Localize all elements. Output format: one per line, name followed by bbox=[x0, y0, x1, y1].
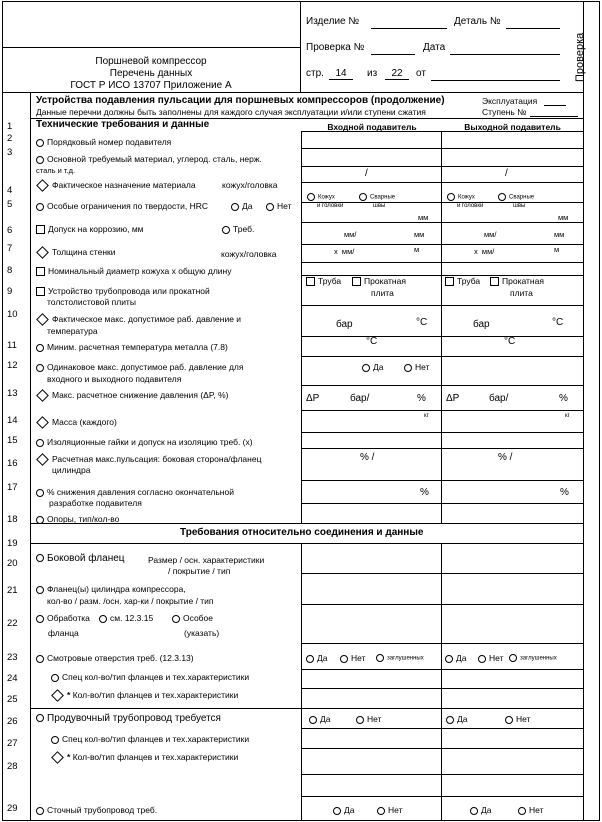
radio-icon[interactable] bbox=[309, 716, 317, 724]
in-dp-bar: бар/ bbox=[350, 393, 370, 404]
checkbox-icon[interactable] bbox=[445, 277, 454, 286]
radio-icon[interactable] bbox=[307, 193, 315, 201]
row-number: 3 bbox=[7, 147, 13, 158]
in-opt-shell[interactable]: Кожух bbox=[307, 193, 335, 201]
grid-line bbox=[301, 643, 583, 644]
row-10-label-cont: температура bbox=[47, 326, 98, 336]
radio-icon[interactable] bbox=[36, 439, 44, 447]
row-8-label: Номинальный диаметр кожуха х общую длину bbox=[36, 266, 232, 276]
row-number: 1 bbox=[7, 121, 13, 132]
in-inspection-yes[interactable]: Да bbox=[306, 653, 327, 663]
grid-line bbox=[301, 385, 583, 386]
in-inspection-no[interactable]: Нет bbox=[340, 653, 365, 663]
out-plate-2: плита bbox=[510, 288, 533, 298]
in-purge-yes[interactable]: Да bbox=[309, 714, 330, 724]
machining-label: Обработка bbox=[36, 613, 90, 623]
checkbox-icon[interactable] bbox=[36, 287, 45, 296]
out-reduction-pct: % bbox=[560, 487, 569, 498]
grid-line bbox=[30, 708, 583, 709]
corrosion-required[interactable]: Треб. bbox=[222, 224, 254, 234]
out-inspection-no[interactable]: Нет bbox=[478, 653, 503, 663]
machining-opt2[interactable]: Особое bbox=[172, 613, 213, 623]
row-number: 18 bbox=[7, 514, 18, 525]
radio-icon[interactable] bbox=[470, 807, 478, 815]
out-purge-no[interactable]: Нет bbox=[505, 714, 530, 724]
grid-line bbox=[301, 480, 583, 481]
row-number: 10 bbox=[7, 309, 18, 320]
row-number: 26 bbox=[7, 716, 18, 727]
grid-line bbox=[301, 503, 583, 504]
row-number: 7 bbox=[7, 243, 13, 254]
diam-unit-out: м bbox=[554, 245, 560, 254]
row-15-label: Изоляционные гайки и допуск на изоляцию треб. (х) bbox=[36, 437, 253, 447]
radio-icon[interactable] bbox=[518, 807, 526, 815]
out-inspection-yes[interactable]: Да bbox=[445, 653, 466, 663]
row-number: 13 bbox=[7, 388, 18, 399]
row-3-label-cont: сталь и т.д. bbox=[36, 166, 76, 175]
in-plate-2: плита bbox=[371, 288, 394, 298]
purge-qty-label: * Кол-во/тип фланцев и тех.характеристики bbox=[51, 752, 238, 762]
side-flange-cont: / покрытие / тип bbox=[168, 566, 231, 576]
frame-bottom bbox=[2, 820, 600, 821]
row-7-label: Толщина стенки bbox=[36, 247, 116, 257]
row-number: 15 bbox=[7, 435, 18, 446]
inlet-outlet-divider-2 bbox=[441, 543, 442, 820]
stage-label: Ступень № bbox=[482, 107, 527, 117]
material-slash-in: / bbox=[365, 168, 368, 179]
in-drain-yes[interactable]: Да bbox=[333, 805, 354, 815]
in-pipe[interactable]: Труба bbox=[306, 276, 341, 286]
out-inspection-plug[interactable]: заглушенных bbox=[509, 654, 557, 662]
diamond-icon bbox=[36, 389, 49, 402]
doc-title-1: Поршневой компрессор bbox=[95, 56, 207, 67]
in-drain-no[interactable]: Нет bbox=[377, 805, 402, 815]
grid-line bbox=[301, 688, 583, 689]
stage-field[interactable] bbox=[530, 116, 578, 117]
number-column-divider bbox=[30, 92, 31, 820]
grid-line bbox=[301, 748, 583, 749]
in-plate[interactable]: Прокатная bbox=[352, 276, 406, 286]
row-number: 8 bbox=[7, 265, 13, 276]
row-number: 2 bbox=[7, 133, 13, 144]
out-bar: бар bbox=[473, 319, 490, 330]
grid-line bbox=[301, 148, 583, 149]
row-number: 14 bbox=[7, 415, 18, 426]
radio-icon[interactable] bbox=[172, 615, 180, 623]
hardness-yes[interactable]: Да bbox=[231, 201, 252, 211]
check-column-divider bbox=[583, 1, 584, 820]
doc-title-3: ГОСТ Р ИСО 13707 Приложение А bbox=[70, 80, 232, 91]
out-dp-bar: бар/ bbox=[489, 393, 509, 404]
out-opt-shell[interactable]: Кожух bbox=[447, 193, 475, 201]
checkbox-icon[interactable] bbox=[352, 277, 361, 286]
diamond-icon bbox=[36, 246, 49, 259]
row-12-label-cont: входного и выходного подавителя bbox=[47, 374, 182, 384]
radio-icon[interactable] bbox=[266, 203, 274, 211]
side-flange-label: Боковой фланец bbox=[36, 553, 125, 564]
grid-line bbox=[301, 305, 583, 306]
check-vertical-label: Проверка bbox=[574, 32, 586, 82]
diamond-icon bbox=[36, 453, 49, 466]
radio-icon[interactable] bbox=[51, 736, 59, 744]
row-number: 11 bbox=[7, 340, 17, 351]
radio-icon[interactable] bbox=[509, 654, 517, 662]
in-dp: ΔP bbox=[306, 393, 320, 404]
row-number: 23 bbox=[7, 652, 18, 663]
radio-icon[interactable] bbox=[36, 615, 44, 623]
row-6-label: Допуск на коррозию, мм bbox=[36, 224, 144, 234]
row-12-label: Одинаковое макс. допустимое раб. давление для bbox=[36, 362, 243, 372]
radio-icon[interactable] bbox=[36, 139, 44, 147]
diamond-icon bbox=[51, 689, 64, 702]
out-mass-unit: кг bbox=[565, 413, 570, 419]
row-number: 6 bbox=[7, 225, 13, 236]
machining-specify: (указать) bbox=[184, 628, 220, 638]
inlet-column-left bbox=[301, 131, 302, 523]
col-inlet: Входной подавитель bbox=[327, 122, 417, 132]
page-number: 14 bbox=[329, 68, 353, 80]
drain-label: Сточный трубопровод треб. bbox=[36, 805, 157, 815]
same-pressure-no[interactable]: Нет bbox=[404, 362, 429, 372]
out-pulsation: % / bbox=[498, 452, 513, 463]
row-9-label: Устройство трубопровода или прокатной bbox=[36, 286, 210, 296]
insp-spec-label: Спец кол-во/тип фланцев и тех.характеристики bbox=[51, 672, 249, 682]
wall-unit-in-1: мм/ bbox=[344, 230, 357, 239]
machining-opt1[interactable]: см. 12.3.15 bbox=[99, 613, 153, 623]
grid-line bbox=[301, 573, 583, 574]
diamond-icon bbox=[36, 179, 49, 192]
header-bottom bbox=[2, 92, 583, 93]
in-min-degc: °C bbox=[366, 336, 378, 347]
row-16-label: Расчетная макс.пульсация: боковая сторона/фланец bbox=[36, 454, 261, 464]
date-field[interactable] bbox=[450, 54, 560, 55]
frame-right bbox=[599, 1, 600, 820]
diamond-icon bbox=[36, 313, 49, 326]
row-17-label-cont: разработке подавителя bbox=[49, 498, 142, 508]
row-14-label: Масса (каждого) bbox=[36, 417, 117, 427]
out-opt-welds-2: швы bbox=[513, 203, 526, 209]
radio-icon[interactable] bbox=[446, 716, 454, 724]
out-dp: ΔP bbox=[446, 393, 460, 404]
grid-line bbox=[301, 356, 583, 357]
from-field[interactable] bbox=[431, 80, 560, 81]
radio-icon[interactable] bbox=[36, 516, 44, 524]
hardness-no[interactable]: Нет bbox=[266, 201, 291, 211]
in-degc: °C bbox=[416, 317, 428, 328]
radio-icon[interactable] bbox=[36, 489, 44, 497]
radio-icon[interactable] bbox=[359, 193, 367, 201]
in-purge-no[interactable]: Нет bbox=[356, 714, 381, 724]
grid-line bbox=[301, 131, 583, 132]
in-reduction-pct: % bbox=[420, 487, 429, 498]
row-number: 5 bbox=[7, 199, 13, 210]
cyl-flange-cont: кол-во / разм. /осн. хар-ки / покрытие / тип bbox=[47, 596, 214, 606]
grid-line bbox=[301, 448, 583, 449]
radio-icon[interactable] bbox=[36, 714, 44, 722]
wall-unit-out-1: мм/ bbox=[484, 230, 497, 239]
row-4-label: Фактическое назначение материала bbox=[36, 180, 196, 190]
in-opt-shell-2: и головки bbox=[317, 203, 344, 209]
radio-icon[interactable] bbox=[447, 193, 455, 201]
same-pressure-yes[interactable]: Да bbox=[362, 362, 383, 372]
grid-line bbox=[301, 182, 583, 183]
operation-label: Эксплуатация bbox=[482, 96, 538, 106]
row-10-label: Фактическое макс. допустимое раб. давление и bbox=[36, 314, 241, 324]
grid-line bbox=[301, 166, 583, 167]
radio-icon[interactable] bbox=[36, 655, 44, 663]
diam-x-out: х мм/ bbox=[474, 247, 495, 256]
cyl-flange-label: Фланец(ы) цилиндра компрессора, bbox=[36, 584, 186, 594]
inlet-column-left-2 bbox=[301, 543, 302, 820]
row-5-label: Особые ограничения по твердости, HRC bbox=[36, 201, 208, 211]
row-3-label: Основной требуемый материал, углерод. сталь, нерж. bbox=[36, 154, 262, 164]
insp-qty-label: * Кол-во/тип фланцев и тех.характеристики bbox=[51, 690, 238, 700]
out-degc: °C bbox=[552, 317, 564, 328]
item-label: Изделие № bbox=[306, 16, 360, 27]
row-number: 17 bbox=[7, 482, 18, 493]
in-mass-unit: кг bbox=[424, 413, 429, 419]
grid-line bbox=[301, 728, 583, 729]
grid-line bbox=[301, 336, 583, 337]
row-number: 20 bbox=[7, 558, 18, 569]
row-1-label: Порядковый номер подавителя bbox=[36, 137, 171, 147]
radio-icon[interactable] bbox=[36, 364, 44, 372]
wall-unit-out-2: мм bbox=[554, 230, 565, 239]
radio-icon[interactable] bbox=[505, 716, 513, 724]
inspection-label: Смотровые отверстия треб. (12.3.13) bbox=[36, 653, 194, 663]
row-number: 25 bbox=[7, 694, 18, 705]
row-4-right: кожух/головка bbox=[222, 180, 278, 190]
checkbox-icon[interactable] bbox=[36, 225, 45, 234]
check-field[interactable] bbox=[371, 54, 415, 55]
machining-cont: фланца bbox=[48, 628, 79, 638]
section1-note: Данные перечни должны быть заполнены для каждого случая эксплуатации и/или ступени сжатия bbox=[36, 107, 426, 117]
radio-icon[interactable] bbox=[333, 807, 341, 815]
doc-title-2: Перечень данных bbox=[109, 68, 193, 79]
out-pipe[interactable]: Труба bbox=[445, 276, 480, 286]
in-inspection-plug[interactable]: заглушенных bbox=[376, 654, 424, 662]
row-number: 16 bbox=[7, 458, 18, 469]
row-16-label-cont: цилиндра bbox=[52, 465, 91, 475]
frame-left bbox=[2, 1, 3, 820]
row-number: 19 bbox=[7, 538, 18, 549]
radio-icon[interactable] bbox=[478, 655, 486, 663]
radio-icon[interactable] bbox=[36, 554, 44, 562]
in-opt-welds[interactable]: Сварные bbox=[359, 193, 395, 201]
radio-icon[interactable] bbox=[99, 615, 107, 623]
page-total: 22 bbox=[385, 68, 409, 80]
row-number: 28 bbox=[7, 761, 18, 772]
row-9-label-cont: толстолистовой плиты bbox=[47, 297, 136, 307]
out-drain-no[interactable]: Нет bbox=[518, 805, 543, 815]
radio-icon[interactable] bbox=[356, 716, 364, 724]
purge-spec-label: Спец кол-во/тип фланцев и тех.характеристики bbox=[51, 734, 249, 744]
row-number: 9 bbox=[7, 286, 13, 297]
grid-line bbox=[301, 222, 583, 223]
detail-field[interactable] bbox=[506, 28, 560, 29]
material-slash-out: / bbox=[505, 168, 508, 179]
diamond-icon bbox=[51, 751, 64, 764]
radio-icon[interactable] bbox=[377, 807, 385, 815]
wall-unit-in-2: мм bbox=[414, 230, 425, 239]
out-min-degc: °C bbox=[504, 336, 516, 347]
grid-line bbox=[301, 774, 583, 775]
radio-icon[interactable] bbox=[36, 807, 44, 815]
grid-line bbox=[301, 432, 583, 433]
side-flange-right: Размер / осн. характеристики bbox=[148, 555, 265, 565]
radio-icon[interactable] bbox=[36, 203, 44, 211]
item-field[interactable] bbox=[371, 28, 447, 29]
header-divider bbox=[300, 1, 301, 92]
section2-header-line bbox=[30, 543, 583, 544]
row-13-label: Макс. расчетное снижение давления (ΔP, %) bbox=[36, 390, 229, 400]
out-purge-yes[interactable]: Да bbox=[446, 714, 467, 724]
radio-icon[interactable] bbox=[445, 655, 453, 663]
checkbox-icon[interactable] bbox=[490, 277, 499, 286]
grid-line bbox=[301, 410, 583, 411]
header-hline bbox=[2, 47, 300, 48]
row-7-right: кожух/головка bbox=[221, 249, 277, 259]
in-bar: бар bbox=[336, 319, 353, 330]
in-opt-welds-2: швы bbox=[373, 203, 386, 209]
row-17-label: % снижения давления согласно окончательной bbox=[36, 487, 234, 497]
out-plate[interactable]: Прокатная bbox=[490, 276, 544, 286]
detail-label: Деталь № bbox=[454, 16, 501, 27]
row-number: 21 bbox=[7, 585, 18, 596]
grid-line bbox=[301, 604, 583, 605]
radio-icon[interactable] bbox=[306, 655, 314, 663]
check-label: Проверка № bbox=[306, 42, 365, 53]
col-outlet: Выходной подавитель bbox=[464, 122, 561, 132]
row-number: 12 bbox=[7, 360, 18, 371]
out-drain-yes[interactable]: Да bbox=[470, 805, 491, 815]
corrosion-unit-out: мм bbox=[558, 213, 569, 222]
row-18-label: Опоры, тип/кол-во bbox=[36, 514, 119, 524]
row-11-label: Миним. расчетная температура металла (7.8) bbox=[36, 342, 228, 352]
diam-unit-in: м bbox=[414, 245, 420, 254]
out-dp-pct: % bbox=[559, 393, 568, 404]
row-number: 24 bbox=[7, 673, 18, 684]
diam-x-in: х мм/ bbox=[334, 247, 355, 256]
radio-icon[interactable] bbox=[36, 344, 44, 352]
in-pulsation: % / bbox=[360, 452, 375, 463]
purge-label: Продувочный трубопровод требуется bbox=[36, 713, 221, 724]
radio-icon[interactable] bbox=[222, 226, 230, 234]
page-label: стр. bbox=[306, 68, 324, 79]
row-number: 27 bbox=[7, 738, 18, 749]
radio-icon[interactable] bbox=[362, 364, 370, 372]
checkbox-icon[interactable] bbox=[306, 277, 315, 286]
out-opt-welds[interactable]: Сварные bbox=[498, 193, 534, 201]
from-label: от bbox=[416, 68, 426, 79]
section2-title: Требования относительно соединения и данные bbox=[180, 527, 424, 538]
corrosion-unit-in: мм bbox=[418, 213, 429, 222]
grid-line bbox=[301, 796, 583, 797]
row-number: 29 bbox=[7, 803, 18, 814]
radio-icon[interactable] bbox=[376, 654, 384, 662]
date-label: Дата bbox=[423, 42, 446, 53]
section1-title: Устройства подавления пульсации для поршневых компрессоров (продолжение) bbox=[36, 95, 445, 106]
radio-icon[interactable] bbox=[36, 156, 44, 164]
radio-icon[interactable] bbox=[231, 203, 239, 211]
inlet-outlet-divider bbox=[441, 131, 442, 523]
in-dp-pct: % bbox=[417, 393, 426, 404]
out-opt-shell-2: и головки bbox=[457, 203, 484, 209]
checkbox-icon[interactable] bbox=[36, 267, 45, 276]
of-label: из bbox=[367, 68, 378, 79]
grid-line bbox=[301, 669, 583, 670]
radio-icon[interactable] bbox=[498, 193, 506, 201]
operation-field[interactable] bbox=[544, 105, 566, 106]
radio-icon[interactable] bbox=[36, 586, 44, 594]
row-number: 22 bbox=[7, 618, 18, 629]
radio-icon[interactable] bbox=[404, 364, 412, 372]
row-number: 4 bbox=[7, 185, 13, 196]
col-requirements: Технические требования и данные bbox=[36, 119, 210, 130]
radio-icon[interactable] bbox=[51, 674, 59, 682]
grid-line bbox=[301, 262, 583, 263]
frame-top bbox=[2, 1, 600, 2]
grid-line bbox=[301, 244, 583, 245]
diamond-icon bbox=[36, 416, 49, 429]
radio-icon[interactable] bbox=[340, 655, 348, 663]
